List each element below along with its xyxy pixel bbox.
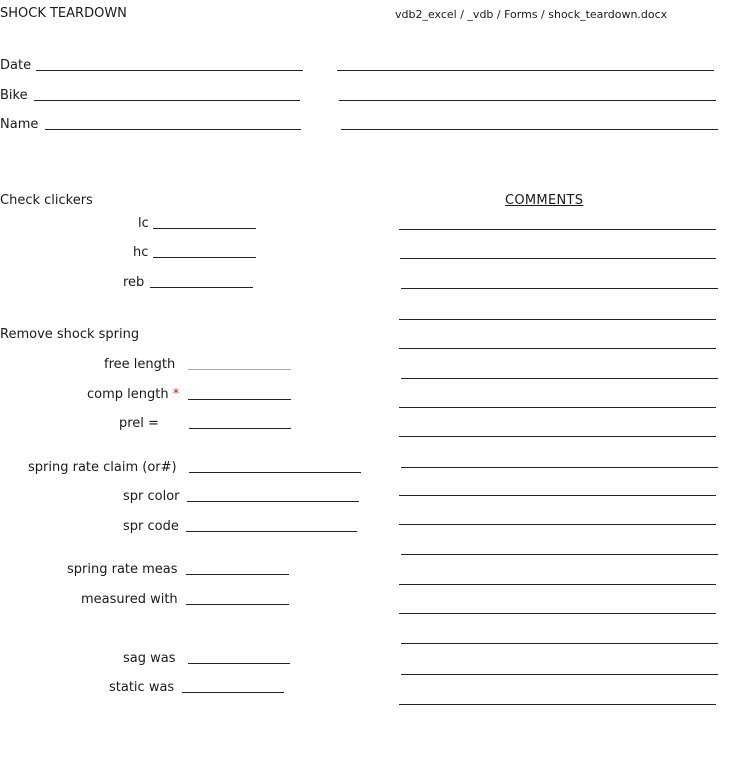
comment-line[interactable] xyxy=(399,319,716,320)
prel-input-line[interactable] xyxy=(189,428,291,429)
name-extra-line[interactable] xyxy=(341,129,718,130)
spring-rate-meas-input-line[interactable] xyxy=(186,574,289,575)
reb-label: reb xyxy=(123,275,145,290)
measured-with-input-line[interactable] xyxy=(186,604,289,605)
spr-color-label: spr color xyxy=(123,489,180,504)
remove-spring-heading: Remove shock spring xyxy=(0,327,140,342)
comment-line[interactable] xyxy=(399,704,716,705)
comp-length-text: comp length xyxy=(87,387,169,402)
comment-line[interactable] xyxy=(401,378,718,379)
check-clickers-heading: Check clickers xyxy=(0,193,93,208)
lc-input-line[interactable] xyxy=(153,228,256,229)
comment-line[interactable] xyxy=(401,643,718,644)
comment-line[interactable] xyxy=(401,467,718,468)
comment-line[interactable] xyxy=(401,288,718,289)
spr-code-label: spr code xyxy=(123,519,179,534)
spring-rate-meas-label: spring rate meas xyxy=(67,562,178,577)
date-label: Date xyxy=(0,58,32,73)
comments-heading: COMMENTS xyxy=(505,193,584,208)
static-was-label: static was xyxy=(109,680,175,695)
comment-line[interactable] xyxy=(399,495,716,496)
bike-label: Bike xyxy=(0,88,28,103)
spring-rate-claim-label: spring rate claim (or#) xyxy=(28,460,177,475)
lc-label: lc xyxy=(138,216,149,231)
comment-line[interactable] xyxy=(399,613,716,614)
bike-input-line[interactable] xyxy=(34,100,300,101)
file-path: vdb2_excel / _vdb / Forms / shock_teardown.docx xyxy=(395,8,668,21)
comment-line[interactable] xyxy=(401,674,718,675)
spr-code-input-line[interactable] xyxy=(186,531,357,532)
comp-length-label xyxy=(87,387,179,403)
comment-line[interactable] xyxy=(399,348,716,349)
bike-extra-line[interactable] xyxy=(339,100,716,101)
hc-label: hc xyxy=(133,245,149,260)
comment-line[interactable] xyxy=(399,229,716,230)
reb-input-line[interactable] xyxy=(150,287,253,288)
comment-line[interactable] xyxy=(399,436,716,437)
name-input-line[interactable] xyxy=(45,129,301,130)
spr-color-input-line[interactable] xyxy=(187,501,359,502)
comp-length-input-line[interactable] xyxy=(188,399,291,400)
spring-rate-claim-input-line[interactable] xyxy=(189,472,361,473)
prel-label: prel = xyxy=(119,416,159,431)
date-extra-line[interactable] xyxy=(337,70,714,71)
comment-line[interactable] xyxy=(400,258,716,259)
sag-was-input-line[interactable] xyxy=(188,663,290,664)
sag-was-label: sag was xyxy=(123,651,176,666)
comment-line[interactable] xyxy=(399,584,716,585)
free-length-label: free length xyxy=(104,357,176,372)
hc-input-line[interactable] xyxy=(153,257,256,258)
free-length-input-line[interactable] xyxy=(188,369,291,370)
form-title: SHOCK TEARDOWN xyxy=(0,6,127,21)
date-input-line[interactable] xyxy=(36,70,303,71)
name-label: Name xyxy=(0,117,39,132)
static-was-input-line[interactable] xyxy=(182,692,284,693)
comment-line[interactable] xyxy=(401,554,718,555)
required-marker: * xyxy=(172,387,180,402)
comment-line[interactable] xyxy=(399,407,716,408)
comment-line[interactable] xyxy=(399,524,716,525)
measured-with-label: measured with xyxy=(81,592,178,607)
